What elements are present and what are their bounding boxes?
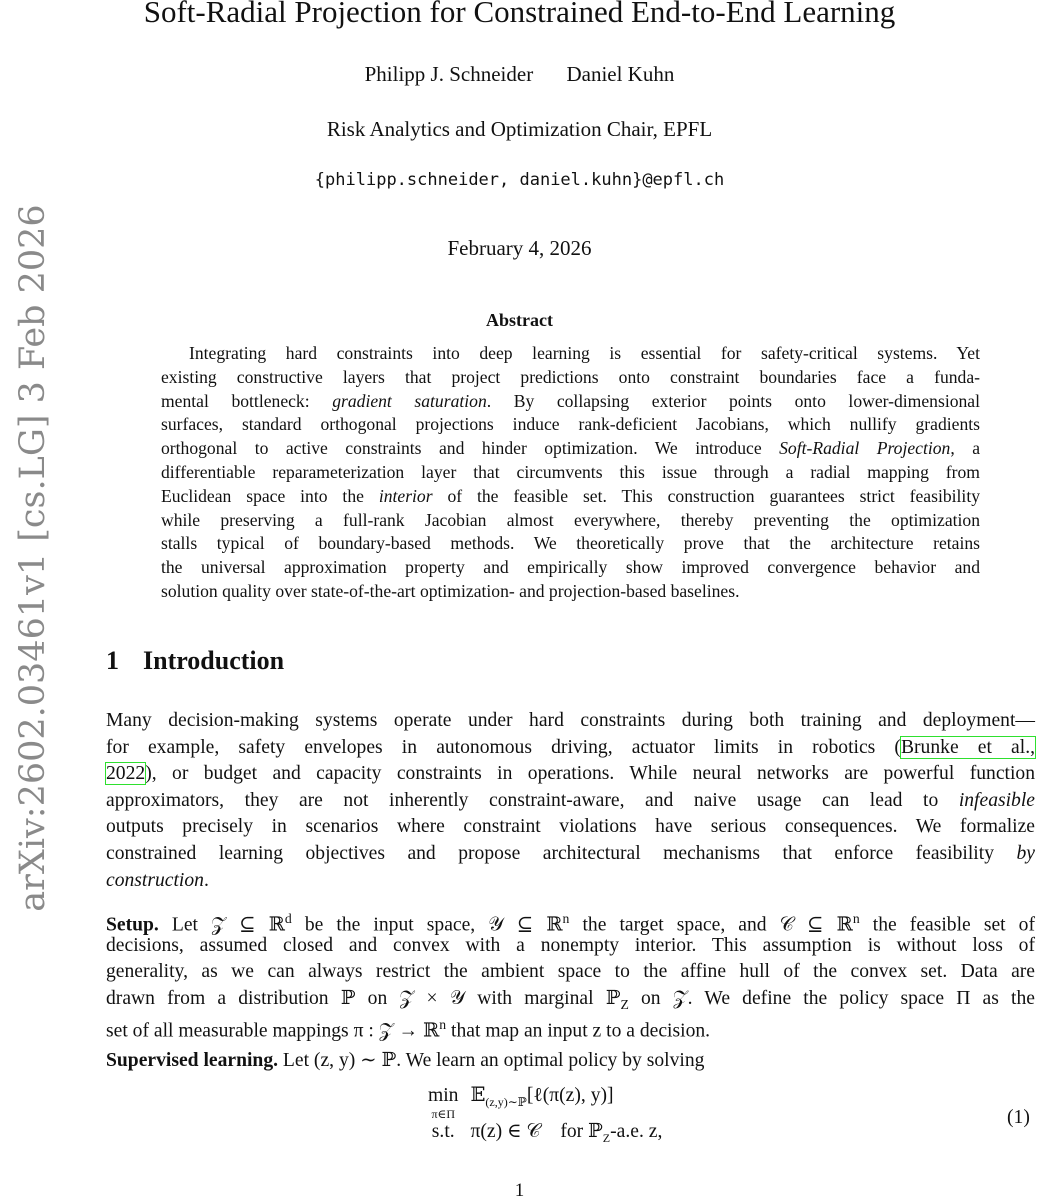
text-segment: . (203, 869, 209, 891)
supervised-learning-paragraph (106, 1048, 1035, 1075)
text-line (161, 485, 980, 509)
text-segment: differentiable reparameterization layer that circumvents this issue through a radial mapping from (161, 461, 980, 482)
equation-1 (428, 1083, 674, 1151)
equation-number: (1) (1007, 1107, 1030, 1128)
emphasis-text: gradient saturation (332, 390, 487, 411)
text-line (161, 437, 980, 461)
text-segment: drawn from a distribution ℙ on 𝒵 × 𝒴 with marginal ℙ (106, 987, 621, 1009)
abstract-text (161, 342, 980, 604)
eq-for: for ℙ (560, 1121, 603, 1142)
text-line (161, 342, 980, 366)
text-segment: . By collapsing exterior points onto lower-dimensional (486, 390, 981, 411)
text-segment: constrained learning objectives and propose architectural mechanisms that enforce feasibility (106, 842, 1017, 864)
paper-title: Soft-Radial Projection for Constrained End-to-End Learning (143, 0, 896, 29)
text-segment: Let 𝒵 ⊆ ℝ (158, 914, 285, 936)
emphasis-text: Soft-Radial Projection (779, 438, 951, 459)
text-segment: Integrating hard constraints into deep learning is essential for safety-critical systems. Yet (189, 343, 980, 363)
citation-link[interactable]: Brunke et al., (900, 736, 1035, 758)
text-segment: decisions, assumed closed and convex with a nonempty interior. This assumption is without loss of (106, 934, 1035, 956)
text-line (161, 390, 980, 414)
text-segment: set of all measurable mappings π : 𝒵 → ℝ (106, 1020, 440, 1042)
setup-paragraph (106, 906, 1035, 1042)
eq-min-sub: π∈Π (431, 1107, 456, 1121)
text-segment: while preserving a full-rank Jacobian almost everywhere, thereby preventing the optimization (161, 509, 980, 530)
author-name: Daniel Kuhn (566, 62, 675, 86)
text-line (106, 761, 1035, 788)
paper-date: February 4, 2026 (447, 236, 592, 260)
text-segment: n (852, 911, 860, 926)
section-title: Introduction (143, 646, 285, 675)
text-segment: approximators, they are not inherently constraint-aware, and naive usage can lead to (106, 789, 959, 811)
text-segment: surfaces, standard orthogonal projections induce rank-deficient Jacobians, which nullify gradients (161, 414, 980, 435)
text-segment: for example, safety envelopes in autonomous driving, actuator limits in robotics ( (106, 736, 901, 758)
author-list (0, 62, 1039, 87)
text-segment: of the feasible set. This construction guarantees strict feasibility (432, 485, 980, 506)
text-line (161, 509, 980, 533)
eq-for-rest: -a.e. z, (610, 1121, 663, 1142)
text-segment: be the input space, 𝒴 ⊆ ℝ (291, 914, 563, 936)
text-line (161, 580, 980, 604)
text-line (161, 366, 980, 390)
intro-paragraph (106, 708, 1035, 894)
section-number: 1 (106, 646, 119, 675)
text-segment: the feasible set of (859, 914, 1035, 936)
text-segment: the target space, and 𝒞 ⊆ ℝ (569, 914, 853, 936)
text-line (161, 556, 980, 580)
eq-st: s.t. (431, 1121, 455, 1142)
text-line (106, 906, 1035, 936)
eq-expectation-sub: (z,y)∼ℙ (485, 1094, 527, 1109)
affiliation: Risk Analytics and Optimization Chair, EPFL (326, 117, 713, 141)
text-segment: stalls typical of boundary-based methods. We theoretically prove that the architecture retains (161, 533, 980, 554)
text-segment: Let (z, y) ∼ ℙ. We learn an optimal policy by solving (278, 1050, 705, 1071)
section-heading (106, 646, 284, 676)
abstract-heading: Abstract (486, 310, 553, 330)
text-line (106, 708, 1035, 735)
eq-for-sub: Z (602, 1130, 611, 1145)
paragraph-lead: Setup. (106, 914, 159, 936)
text-segment: solution quality over state-of-the-art optimization- and projection-based baselines. (161, 580, 740, 601)
text-segment: d (284, 911, 292, 926)
page-number: 1 (514, 1180, 525, 1201)
text-segment: on 𝒵. We define the policy space Π as the (628, 987, 1035, 1009)
text-segment: outputs precisely in scenarios where constraint violations have serious consequences. We formalize (106, 816, 1035, 838)
text-line (161, 532, 980, 556)
text-line (106, 986, 1035, 1013)
author-email: {philipp.schneider, daniel.kuhn}@epfl.ch (314, 170, 725, 190)
text-segment: Euclidean space into the (161, 485, 379, 506)
text-line (161, 413, 980, 437)
emphasis-text: infeasible (958, 789, 1035, 811)
text-line (106, 868, 1035, 895)
eq-min: min (428, 1085, 459, 1106)
text-line (106, 841, 1035, 868)
arxiv-stamp: arXiv:2602.03461v1 [cs.LG] 3 Feb 2026 (13, 204, 53, 912)
text-line (106, 814, 1035, 841)
text-segment: , a (950, 438, 980, 459)
eq-expectation: 𝔼 (470, 1085, 486, 1106)
text-line (106, 1012, 1035, 1042)
text-line (106, 735, 1035, 762)
text-segment: mental bottleneck: (161, 390, 333, 411)
citation-link[interactable]: 2022 (106, 763, 146, 785)
text-line (161, 461, 980, 485)
text-line (106, 933, 1035, 960)
emphasis-text: by (1016, 842, 1035, 864)
text-line (106, 959, 1035, 986)
text-segment: n (562, 911, 570, 926)
eq-constraint: π(z) ∈ 𝒞 (470, 1121, 541, 1142)
author-name: Philipp J. Schneider (364, 62, 534, 86)
text-segment: ), or budget and capacity constraints in operations. While neural networks are powerful function (145, 763, 1035, 785)
text-segment: the universal approximation property and empirically show improved convergence behavior and (161, 557, 980, 578)
emphasis-text: interior (378, 485, 433, 506)
emphasis-text: construction (106, 869, 204, 891)
text-segment: orthogonal to active constraints and hinder optimization. We introduce (161, 438, 780, 459)
paragraph-lead: Supervised learning. (106, 1050, 279, 1071)
text-segment: Many decision-making systems operate under hard constraints during both training and deployment— (106, 710, 1035, 731)
eq-objective: [ℓ(π(z), y)] (526, 1085, 614, 1106)
text-line (106, 788, 1035, 815)
text-line (106, 1048, 1035, 1075)
text-segment: n (439, 1017, 447, 1033)
text-segment: existing constructive layers that project predictions onto constraint boundaries face a funda- (161, 366, 980, 387)
text-segment: Z (620, 996, 629, 1012)
text-segment: that map an input z to a decision. (446, 1020, 711, 1042)
text-segment: generality, as we can always restrict the ambient space to the affine hull of the convex set. Data are (106, 961, 1035, 983)
